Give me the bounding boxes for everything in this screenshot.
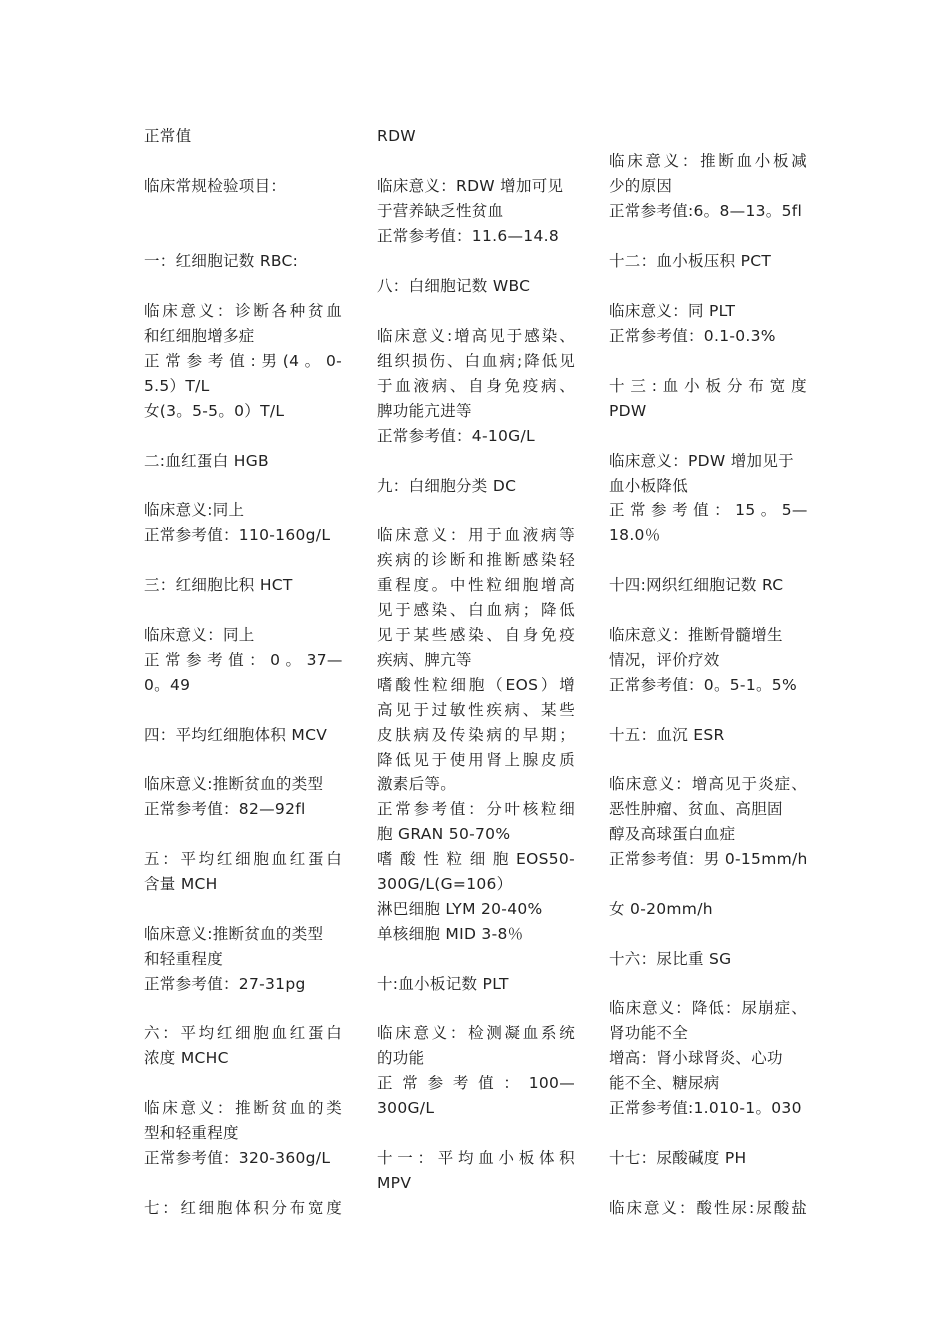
- text-line: 0。49: [144, 676, 191, 694]
- text-line: 降低见于使用肾上腺皮质: [377, 751, 575, 769]
- text-line: 一：红细胞记数 RBC:: [144, 252, 299, 270]
- text-line: 十五：血沉 ESR: [609, 726, 725, 744]
- text-line: 正 常 参 考 值 ： 100—: [377, 1074, 575, 1092]
- text-line: 正常参考值:1.010-1。030: [609, 1099, 802, 1117]
- text-line: 正常参考值：分叶核粒细: [377, 800, 575, 818]
- text-line: 增高：肾小球肾炎、心功: [609, 1049, 783, 1067]
- text-line: 正常参考值：11.6—14.8: [377, 227, 560, 245]
- text-line: 临床意义：推断骨髓增生: [609, 626, 783, 644]
- text-line: 正常参考值：27-31pg: [144, 975, 306, 993]
- text-line: 见于感染、白血病；降低: [377, 601, 575, 619]
- text-line: 高见于过敏性疾病、某些: [377, 701, 575, 719]
- text-line: 临床意义：增高见于炎症、: [609, 775, 807, 793]
- text-line: 恶性肿瘤、贫血、高胆固: [609, 800, 783, 818]
- text-line: 和轻重程度: [144, 950, 224, 968]
- text-line: 醇及高球蛋白血症: [609, 825, 736, 843]
- text-line: 临床意义：用于血液病等: [377, 526, 575, 544]
- text-line: 临床意义：检测凝血系统: [377, 1024, 575, 1042]
- text-line: 五：平均红细胞血红蛋白: [144, 850, 342, 868]
- text-line: 三：红细胞比积 HCT: [144, 576, 293, 594]
- text-line: 正常值: [144, 127, 192, 145]
- text-line: 十 三 : 血 小 板 分 布 宽 度: [609, 377, 807, 395]
- text-line: 正 常 参 考 值 ： 15 。 5—: [609, 501, 808, 519]
- text-line: 300G/L: [377, 1099, 435, 1117]
- text-line: 临床意义：诊断各种贫血: [144, 302, 342, 320]
- text-line: 疾病的诊断和推断感染轻: [377, 551, 575, 569]
- text-line: 的功能: [377, 1049, 425, 1067]
- text-line: 正常参考值：0.1-0.3%: [609, 327, 776, 345]
- text-line: 正常参考值：82—92fl: [144, 800, 306, 818]
- text-line: 临床意义:增高见于感染、: [377, 327, 575, 345]
- text-line: 十一：平均血小板体积: [377, 1149, 575, 1167]
- text-line: 能不全、糖尿病: [609, 1074, 720, 1092]
- text-line: 临床意义：PDW 增加见于: [609, 452, 794, 470]
- text-line: 型和轻重程度: [144, 1124, 239, 1142]
- text-line: 七：红细胞体积分布宽度: [144, 1199, 342, 1217]
- text-line: 正 常 参 考 值 : 男 (4 。 0-: [144, 352, 342, 370]
- text-line: 临床意义：推断血小板减: [609, 152, 807, 170]
- text-line: 十六：尿比重 SG: [609, 950, 732, 968]
- text-line: 疾病、脾亢等: [377, 651, 472, 669]
- text-line: RDW: [377, 127, 416, 145]
- text-line: MPV: [377, 1174, 412, 1192]
- text-line: 18.0％: [609, 526, 661, 544]
- text-line: 临床意义:推断贫血的类型: [144, 775, 324, 793]
- text-line: 九：白细胞分类 DC: [377, 477, 517, 495]
- text-line: 淋巴细胞 LYM 20-40%: [377, 900, 543, 918]
- text-line: 女(3。5-5。0）T/L: [144, 402, 285, 420]
- text-line: 情况，评价疗效: [609, 651, 720, 669]
- text-line: 女 0-20mm/h: [609, 900, 713, 918]
- text-line: 正常参考值：男 0-15mm/h: [609, 850, 808, 868]
- text-line: 十二：血小板压积 PCT: [609, 252, 772, 270]
- text-line: 临床意义：推断贫血的类: [144, 1099, 342, 1117]
- text-line: 临床意义:推断贫血的类型: [144, 925, 324, 943]
- text-line: 皮肤病及传染病的早期；: [377, 726, 575, 744]
- text-line: 胞 GRAN 50-70%: [377, 825, 511, 843]
- text-line: 300G/L(G=106）: [377, 875, 513, 893]
- text-line: 于营养缺乏性贫血: [377, 202, 504, 220]
- text-line: 临床意义：降低：尿崩症、: [609, 999, 807, 1017]
- text-line: 正常参考值：110-160g/L: [144, 526, 331, 544]
- text-line: 5.5）T/L: [144, 377, 210, 395]
- text-line: 八：白细胞记数 WBC: [377, 277, 531, 295]
- text-line: 单核细胞 MID 3-8％: [377, 925, 524, 943]
- text-line: 临床意义：酸性尿:尿酸盐: [609, 1199, 807, 1217]
- text-line: 临床意义：同 PLT: [609, 302, 736, 320]
- text-line: 正常参考值：0。5-1。5%: [609, 676, 797, 694]
- text-line: 六：平均红细胞血红蛋白: [144, 1024, 342, 1042]
- text-line: 十七：尿酸碱度 PH: [609, 1149, 747, 1167]
- text-line: 二:血红蛋白 HGB: [144, 452, 269, 470]
- text-line: 少的原因: [609, 177, 673, 195]
- text-line: 见于某些感染、自身免疫: [377, 626, 575, 644]
- text-line: 临床意义：RDW 增加可见: [377, 177, 564, 195]
- text-line: PDW: [609, 402, 647, 420]
- text-line: 和红细胞增多症: [144, 327, 255, 345]
- text-line: 正 常 参 考 值 ： 0 。 37—: [144, 651, 343, 669]
- text-line: 嗜 酸 性 粒 细 胞 EOS50-: [377, 850, 575, 868]
- text-line: 血小板降低: [609, 477, 689, 495]
- text-line: 临床意义:同上: [144, 501, 245, 519]
- text-line: 四：平均红细胞体积 MCV: [144, 726, 328, 744]
- text-line: 组织损伤、白血病;降低见: [377, 352, 575, 370]
- text-line: 正常参考值:6。8—13。5fl: [609, 202, 803, 220]
- text-line: 激素后等。: [377, 775, 457, 793]
- text-line: 重程度。中性粒细胞增高: [377, 576, 575, 594]
- text-line: 脾功能亢进等: [377, 402, 472, 420]
- text-line: 临床常规检验项目：: [144, 177, 287, 195]
- text-line: 临床意义：同上: [144, 626, 255, 644]
- text-line: 正常参考值：320-360g/L: [144, 1149, 331, 1167]
- text-line: 嗜酸性粒细胞（EOS）增: [377, 676, 575, 694]
- text-line: 正常参考值：4-10G/L: [377, 427, 535, 445]
- text-line: 浓度 MCHC: [144, 1049, 229, 1067]
- text-line: 十:血小板记数 PLT: [377, 975, 509, 993]
- text-line: 于血液病、自身免疫病、: [377, 377, 575, 395]
- text-line: 肾功能不全: [609, 1024, 689, 1042]
- text-line: 含量 MCH: [144, 875, 218, 893]
- text-line: 十四:网织红细胞记数 RC: [609, 576, 784, 594]
